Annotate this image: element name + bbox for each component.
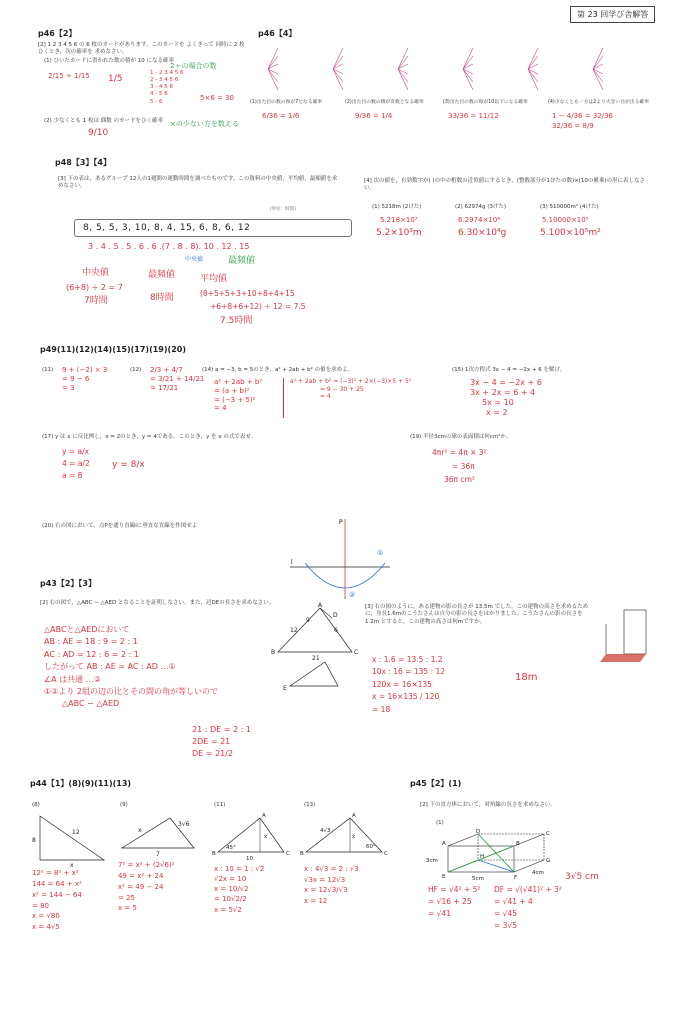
answer-work (118, 860, 174, 914)
answer-work (428, 884, 480, 920)
vertex-label: B (516, 841, 520, 847)
line: a² + 2ab + b² (214, 378, 263, 386)
subquestion: (9) (120, 802, 128, 808)
subquestion: (3) 510000m² (4けた) (540, 204, 599, 210)
answer-work (214, 378, 262, 413)
line: x : 4√3 = 2 : √3 (304, 865, 359, 873)
tree-row: 5 - 6 (150, 98, 163, 105)
answer-work: 1 − 4/36 = 32/36 (552, 112, 613, 120)
vertex-label: C (286, 851, 290, 857)
line: = 18 (372, 704, 391, 714)
line: x = 5√2 (214, 905, 242, 914)
divider (283, 378, 284, 418)
answer-work (304, 864, 359, 906)
line: = √45 (494, 909, 517, 918)
line: 49 = x² + 24 (118, 871, 164, 880)
line: x² = 144 − 64 (32, 890, 82, 899)
line: 7² = x² + (2√6)² (118, 861, 175, 869)
side-label: 5cm (472, 876, 484, 882)
tree-diagram (150, 70, 183, 106)
answer-value: 1/5 (108, 74, 123, 84)
line: 5x = 10 (482, 398, 514, 407)
line: 12² = 8² + x² (32, 869, 79, 877)
answer-value: 3√5 cm (565, 872, 599, 882)
line: x = 2 (486, 408, 508, 417)
triangle-figure-8 (32, 812, 112, 867)
answer-value: 6/36 = 1/6 (262, 112, 300, 120)
mean-work: +6+8+6+12) ÷ 12 = 7.5 (210, 302, 306, 311)
side-label: 3√6 (178, 821, 190, 828)
vertex-label: D (333, 612, 338, 619)
line: x = √80 (32, 912, 60, 921)
building-shadow-figure (596, 604, 656, 664)
side-label: 10 (246, 856, 253, 862)
step-label: ② (349, 591, 356, 599)
section-header-p45: p45【2】(1) (410, 779, 462, 788)
answer-work (494, 884, 562, 932)
section-header-p43: p43【2】【3】 (40, 579, 96, 588)
vertex-label: G (546, 858, 551, 864)
line: = √41 (428, 909, 451, 918)
cuboid-figure (426, 829, 558, 882)
answer-value: 9/10 (88, 128, 109, 138)
subquestion: (15) 1次方程式 3x − 4 = −2x + 6 を解け。 (452, 367, 566, 373)
subquestion: (3)出た目の数の和が10以下になる確率 (443, 100, 528, 105)
subquestion: (1)出た目の数の和が7となる確率 (250, 100, 323, 105)
line: = 36π (452, 461, 475, 471)
problem-text: [2] 下の直方体において，対角線の長さを求めなさい。 (420, 802, 556, 808)
side-label: 7 (156, 851, 160, 858)
side-label: x (70, 862, 74, 869)
line: = 3√5 (494, 921, 517, 930)
sorted-data: 3 . 4 . 5 . 5 . 6 . 6 .(7 . 8 . 8). 10 . 12 . 15 (88, 242, 250, 251)
subquestion: (2)出た目の数の積が奇数となる確率 (345, 100, 424, 105)
answer-work: 5.218×10³ (380, 216, 418, 224)
line: 2DE = 21 (192, 737, 231, 746)
line: a² + 2ab + b² = (−3)² + 2×(−3)×5 + 5² (290, 378, 412, 385)
subquestion: (2) 62974g (3けた) (455, 204, 507, 210)
line: 3x − 4 = −2x + 6 (470, 378, 542, 387)
section-header-p49: p49(11)(12)(14)(15)(17)(19)(20) (40, 345, 186, 354)
tree-note: 5×6 = 30 (200, 94, 234, 102)
section-header-p48: p48【3】【4】 (55, 158, 111, 167)
answer-work (372, 654, 445, 716)
line: 144 = 64 + x² (32, 879, 82, 888)
line: = 3 (62, 383, 75, 392)
point-label: P (339, 519, 343, 526)
median-answer: 7時間 (84, 296, 108, 306)
line: 3x + 2x = 6 + 4 (470, 388, 536, 397)
proof-line: ∠A は共通 …② (44, 674, 101, 684)
answer-value: 6.30×10⁴g (458, 228, 507, 238)
vertex-label: A (442, 841, 446, 847)
median-label: 中央値 (185, 256, 204, 263)
line: x = 10/√2 (214, 885, 249, 894)
proof-line: △ABC ∽ △AED (62, 699, 120, 709)
vertex-label: A (262, 813, 266, 819)
vertex-label: C (354, 649, 359, 656)
subquestion: (4)少なくとも一方は2より大きい目が出る確率 (548, 100, 649, 105)
proof-line: ①②より 2組の辺の比とその間の角が等しいので (44, 686, 218, 696)
answer-note: ×の少ない方を数える (170, 120, 239, 128)
side-label: x (138, 827, 142, 834)
line: x = 5 (118, 904, 137, 913)
mode-answer: 8時間 (150, 293, 174, 303)
line: 9 + (−2) × 3 (62, 366, 108, 374)
subquestion: (11) (214, 802, 226, 808)
vertex-label: E (283, 685, 287, 692)
side-label: 9 (306, 617, 310, 624)
triangle-figure-11 (212, 812, 292, 862)
section-header-p46-2: p46【2】 (38, 29, 77, 38)
vertex-label: C (546, 831, 550, 837)
line: = 80 (32, 901, 49, 910)
vertex-label: F (514, 875, 518, 881)
answer-work (432, 446, 487, 487)
problem-text: [3] 右の図のように，ある建物の影の長さが 13.5m でした。この建物の高さを求めるために，身長1.6mのこうたさんは自分の影の長さをはかりました。こうたさんの影の長さを 1.2m とすると，この建物の高さは何mですか。 (365, 604, 589, 625)
proof-line: AC : AD = 12 : 6 = 2 : 1 (44, 649, 139, 659)
triangle-figure-9 (118, 812, 200, 857)
subquestion: (13) (304, 802, 316, 808)
label: 中央値 (82, 268, 110, 278)
side-label: x (352, 834, 356, 840)
subquestion: (1) 5218m (2けた) (372, 204, 422, 210)
answer-value: 5.100×10⁵m² (540, 228, 601, 238)
answer-work: 5.10000×10⁵ (542, 216, 589, 224)
line: 36π cm² (444, 475, 475, 484)
line: = 10√2/2 (214, 895, 247, 904)
section-header-p46-4: p46【4】 (258, 29, 297, 38)
line: 4πr² = 4π × 3² (432, 448, 487, 457)
side-label: x (264, 834, 268, 840)
answer-value: 5.2×10³m (376, 228, 422, 238)
answer-work (214, 864, 264, 915)
line: = (−3 + 5)² (214, 395, 256, 404)
answer-work (62, 366, 107, 392)
angle-label: 60° (366, 844, 376, 850)
tree-row: 4 - 5 6 (150, 91, 168, 98)
line: 21 : DE = 2 : 1 (192, 725, 251, 734)
proof (44, 624, 218, 711)
proof-line: △ABCと△AEDにおいて (44, 625, 130, 634)
vertex-label: A (352, 813, 356, 819)
line: a = 8 (62, 471, 83, 480)
vertex-label: A (318, 602, 323, 609)
answer-value: 9/36 = 1/4 (355, 112, 393, 120)
line: 2/3 + 4/7 (150, 366, 183, 374)
line: = 4 (214, 404, 227, 413)
side-label: 21 (312, 655, 320, 662)
tree-row: 1 - 2 3 4 5 6 (150, 70, 184, 76)
vertex-label: B (300, 851, 304, 857)
vertex-label: B (271, 649, 276, 656)
step-label: ① (377, 549, 384, 557)
line: = 3/21 + 14/21 (150, 374, 205, 383)
subquestion: (14) a = −3, b = 5のとき，a² + 2ab + b² の値を求めよ。 (202, 367, 354, 373)
line: 10x : 16 = 135 : 12 (372, 667, 446, 677)
subquestion: (8) (32, 802, 40, 808)
line: √3x = 12√3 (304, 875, 346, 884)
problem-text: [4] 次の値を，有効数字が( )の中の桁数の近似値にするとき，(整数部分が1けたの数)×(10の累乗)の形に表しなさい。 (364, 178, 646, 192)
answer-value: 32/36 = 8/9 (552, 122, 594, 130)
line: x : 1.6 = 13.5 : 1.2 (372, 655, 443, 664)
problem-text: [2] 右の図で，△ABC ∽ △AED となることを証明しなさい。また，辺DEの長さを求めなさい。 (40, 600, 275, 606)
line: = 17/21 (150, 383, 179, 392)
mode-label: 最頻値 (228, 256, 256, 266)
line: x = 12 (304, 896, 328, 905)
side-label: 12 (290, 627, 298, 634)
line: = √41 + 4 (494, 897, 533, 906)
line: DF = √(√41)² + 3² (494, 885, 562, 894)
similar-triangles-figure (270, 604, 365, 694)
answer-note: 2ヶの場合の数 (170, 62, 217, 70)
triangle-figure-13 (300, 812, 390, 862)
proof-line: したがって AB : AE = AC : AD …① (44, 662, 176, 672)
construction-figure (285, 515, 395, 605)
tree-diagrams (258, 42, 668, 96)
answer-value: y = 8/x (112, 460, 145, 470)
answer-work (150, 366, 204, 392)
line: 4 = a/2 (62, 459, 90, 468)
answer-work: 6.2974×10⁴ (458, 216, 501, 224)
line: = 9 − 6 (62, 374, 90, 383)
answer-work: 2/15 ÷ 1/15 (48, 72, 90, 80)
section-header-p44: p44【1】(8)(9)(11)(13) (30, 779, 132, 788)
side-label: 4cm (532, 870, 544, 876)
line: x = 16×135 / 120 (372, 692, 440, 702)
mean-work: (8+5+5+3+10+8+4+15 (200, 289, 295, 298)
vertex-label: H (480, 854, 485, 860)
subquestion: (17) y は x に反比例し，x = 2のとき，y = 4である。このとき，y を x の式で表せ。 (42, 434, 257, 440)
line: HF = √4² + 5² (428, 885, 481, 894)
vertex-label: D (476, 829, 481, 835)
side-label: 12 (72, 829, 80, 836)
line: = √16 + 25 (428, 897, 472, 906)
subquestion: (1) ひいたカードに書かれた数の積が 10 になる確率 (44, 58, 175, 64)
median-work: (6+8) ÷ 2 = 7 (66, 283, 123, 292)
problem-text: [3] 下の表は，あるグループ 12人の1週間の運動時間を調べたものです。この資料の中央値，平均値，最頻値を求めなさい。 (58, 176, 338, 190)
side-label: 6 (334, 627, 338, 634)
answer-value: 18m (515, 672, 538, 683)
line: x = 12√3/√3 (304, 886, 348, 894)
subquestion: (11) (42, 367, 54, 373)
unit-label: (単位：時間) (270, 207, 297, 212)
line: DE = 21/2 (192, 749, 233, 758)
tree-row: 2 - 3 4 5 6 (150, 77, 179, 84)
line: 120x = 16×135 (372, 679, 432, 689)
label: 最頻値 (148, 270, 176, 280)
subquestion: (2) 少なくとも 1 枚は 偶数 のカードをひく確率 (44, 118, 164, 124)
line: x = 4√5 (32, 923, 60, 932)
line: x² = 49 − 24 (118, 882, 164, 891)
subquestion: (12) (130, 367, 142, 373)
subquestion: (1) (436, 820, 444, 826)
data-box: 8, 5, 5, 3, 10, 8, 4, 15, 6, 8, 6, 12 (74, 219, 352, 237)
line: = 25 (118, 893, 135, 902)
side-label: 3cm (426, 858, 438, 864)
answer-work (62, 446, 90, 482)
line: = (a + b)² (214, 386, 250, 395)
answer-work (290, 378, 411, 401)
tree-row: 3 - 4 5 6 (150, 84, 173, 91)
angle-label: 45° (226, 845, 236, 851)
side-label: 8 (32, 837, 36, 844)
vertex-label: C (384, 851, 388, 857)
line: = 4 (320, 393, 331, 400)
answer-value: 33/36 = 11/12 (448, 112, 499, 120)
vertex-label: B (212, 851, 216, 857)
subquestion: (20) 右の図において，点Pを通り直線lに垂直な直線を作図せよ (42, 523, 198, 529)
answer-work (32, 868, 82, 933)
line: √2x = 10 (214, 875, 247, 884)
line: = 9 − 30 + 25 (320, 385, 364, 393)
vertex-label: E (442, 874, 446, 880)
side-label: 4√3 (320, 828, 331, 834)
line: y = a/x (62, 447, 90, 456)
label: 平均値 (200, 274, 228, 284)
line: x : 10 = 1 : √2 (214, 865, 265, 873)
proof-line: AB : AE = 18 : 9 = 2 : 1 (44, 637, 138, 647)
answer-work (470, 378, 542, 418)
page-title: 第 23 回学び舎解答 (570, 6, 655, 23)
problem-text: [2] 1 2 3 4 5 6 の 6 枚のカードがあります。このカードを よくきって 同時に 2 枚ひくとき，次の確率を 求めなさい。 (38, 42, 245, 56)
de-work (192, 724, 251, 760)
mean-answer: 7.5時間 (220, 316, 253, 326)
line-label: l (291, 559, 293, 566)
subquestion: (19) 半径3cmの球の表面積は何cm²か。 (410, 434, 512, 440)
